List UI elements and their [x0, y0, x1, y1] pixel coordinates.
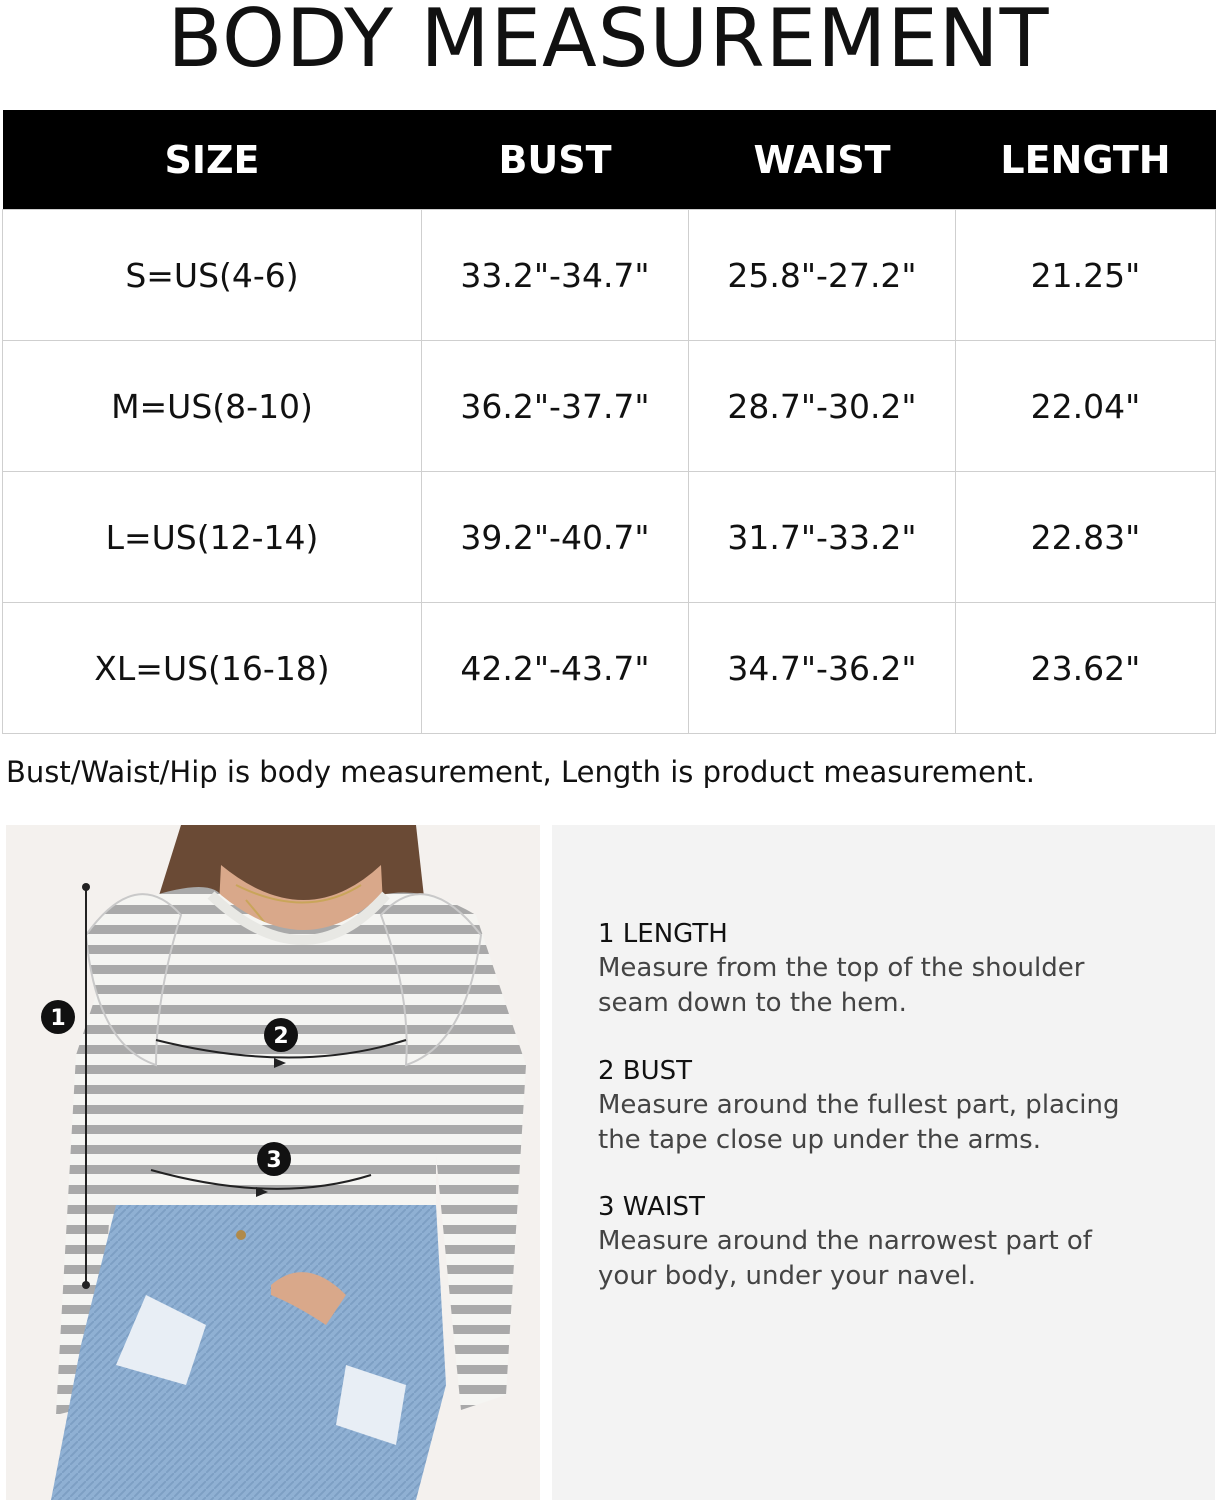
step-title: 2 BUST	[598, 1056, 693, 1086]
woman-model-photo-icon	[6, 825, 540, 1500]
svg-text:3: 3	[266, 1148, 282, 1173]
cell-waist: 28.7"-30.2"	[689, 341, 956, 472]
step-desc-line: your body, under your navel.	[598, 1261, 976, 1291]
cell-bust: 36.2"-37.7"	[422, 341, 689, 472]
cell-bust: 39.2"-40.7"	[422, 472, 689, 603]
step-desc-line: Measure from the top of the shoulder	[598, 953, 1085, 983]
cell-bust: 42.2"-43.7"	[422, 603, 689, 734]
marker-2	[264, 1018, 298, 1052]
header-bust: BUST	[422, 110, 689, 210]
cell-waist: 25.8"-27.2"	[689, 210, 956, 341]
table-row	[3, 603, 1216, 734]
guide-step-length	[598, 917, 1198, 1021]
guide-step-waist	[598, 1190, 1198, 1294]
table-row	[3, 210, 1216, 341]
marker-3	[257, 1142, 291, 1176]
size-chart-table	[2, 110, 1216, 734]
measurement-note: Bust/Waist/Hip is body measurement, Length is product measurement.	[6, 755, 1035, 789]
cell-waist: 31.7"-33.2"	[689, 472, 956, 603]
step-desc-line: Measure around the fullest part, placing	[598, 1090, 1120, 1120]
cell-size: XL=US(16-18)	[3, 603, 422, 734]
cell-waist: 34.7"-36.2"	[689, 603, 956, 734]
cell-length: 22.83"	[956, 472, 1216, 603]
cell-size: L=US(12-14)	[3, 472, 422, 603]
guide-step-bust	[598, 1054, 1198, 1158]
header-length: LENGTH	[956, 110, 1216, 210]
cell-length: 21.25"	[956, 210, 1216, 341]
step-desc-line: Measure around the narrowest part of	[598, 1226, 1092, 1256]
svg-text:2: 2	[273, 1024, 289, 1049]
step-title: 3 WAIST	[598, 1192, 705, 1222]
marker-1	[41, 1000, 75, 1034]
step-desc-line: the tape close up under the arms.	[598, 1125, 1041, 1155]
cell-length: 23.62"	[956, 603, 1216, 734]
table-row	[3, 472, 1216, 603]
svg-text:1: 1	[50, 1006, 66, 1031]
cell-length: 22.04"	[956, 341, 1216, 472]
cell-size: M=US(8-10)	[3, 341, 422, 472]
step-title: 1 LENGTH	[598, 919, 728, 949]
model-photo	[6, 825, 540, 1500]
table-header-row	[3, 110, 1216, 210]
cell-bust: 33.2"-34.7"	[422, 210, 689, 341]
header-size: SIZE	[3, 110, 422, 210]
measurement-guide	[552, 825, 1215, 1500]
step-desc-line: seam down to the hem.	[598, 988, 907, 1018]
cell-size: S=US(4-6)	[3, 210, 422, 341]
table-row	[3, 341, 1216, 472]
header-waist: WAIST	[689, 110, 956, 210]
page-title: BODY MEASUREMENT	[167, 0, 1050, 85]
